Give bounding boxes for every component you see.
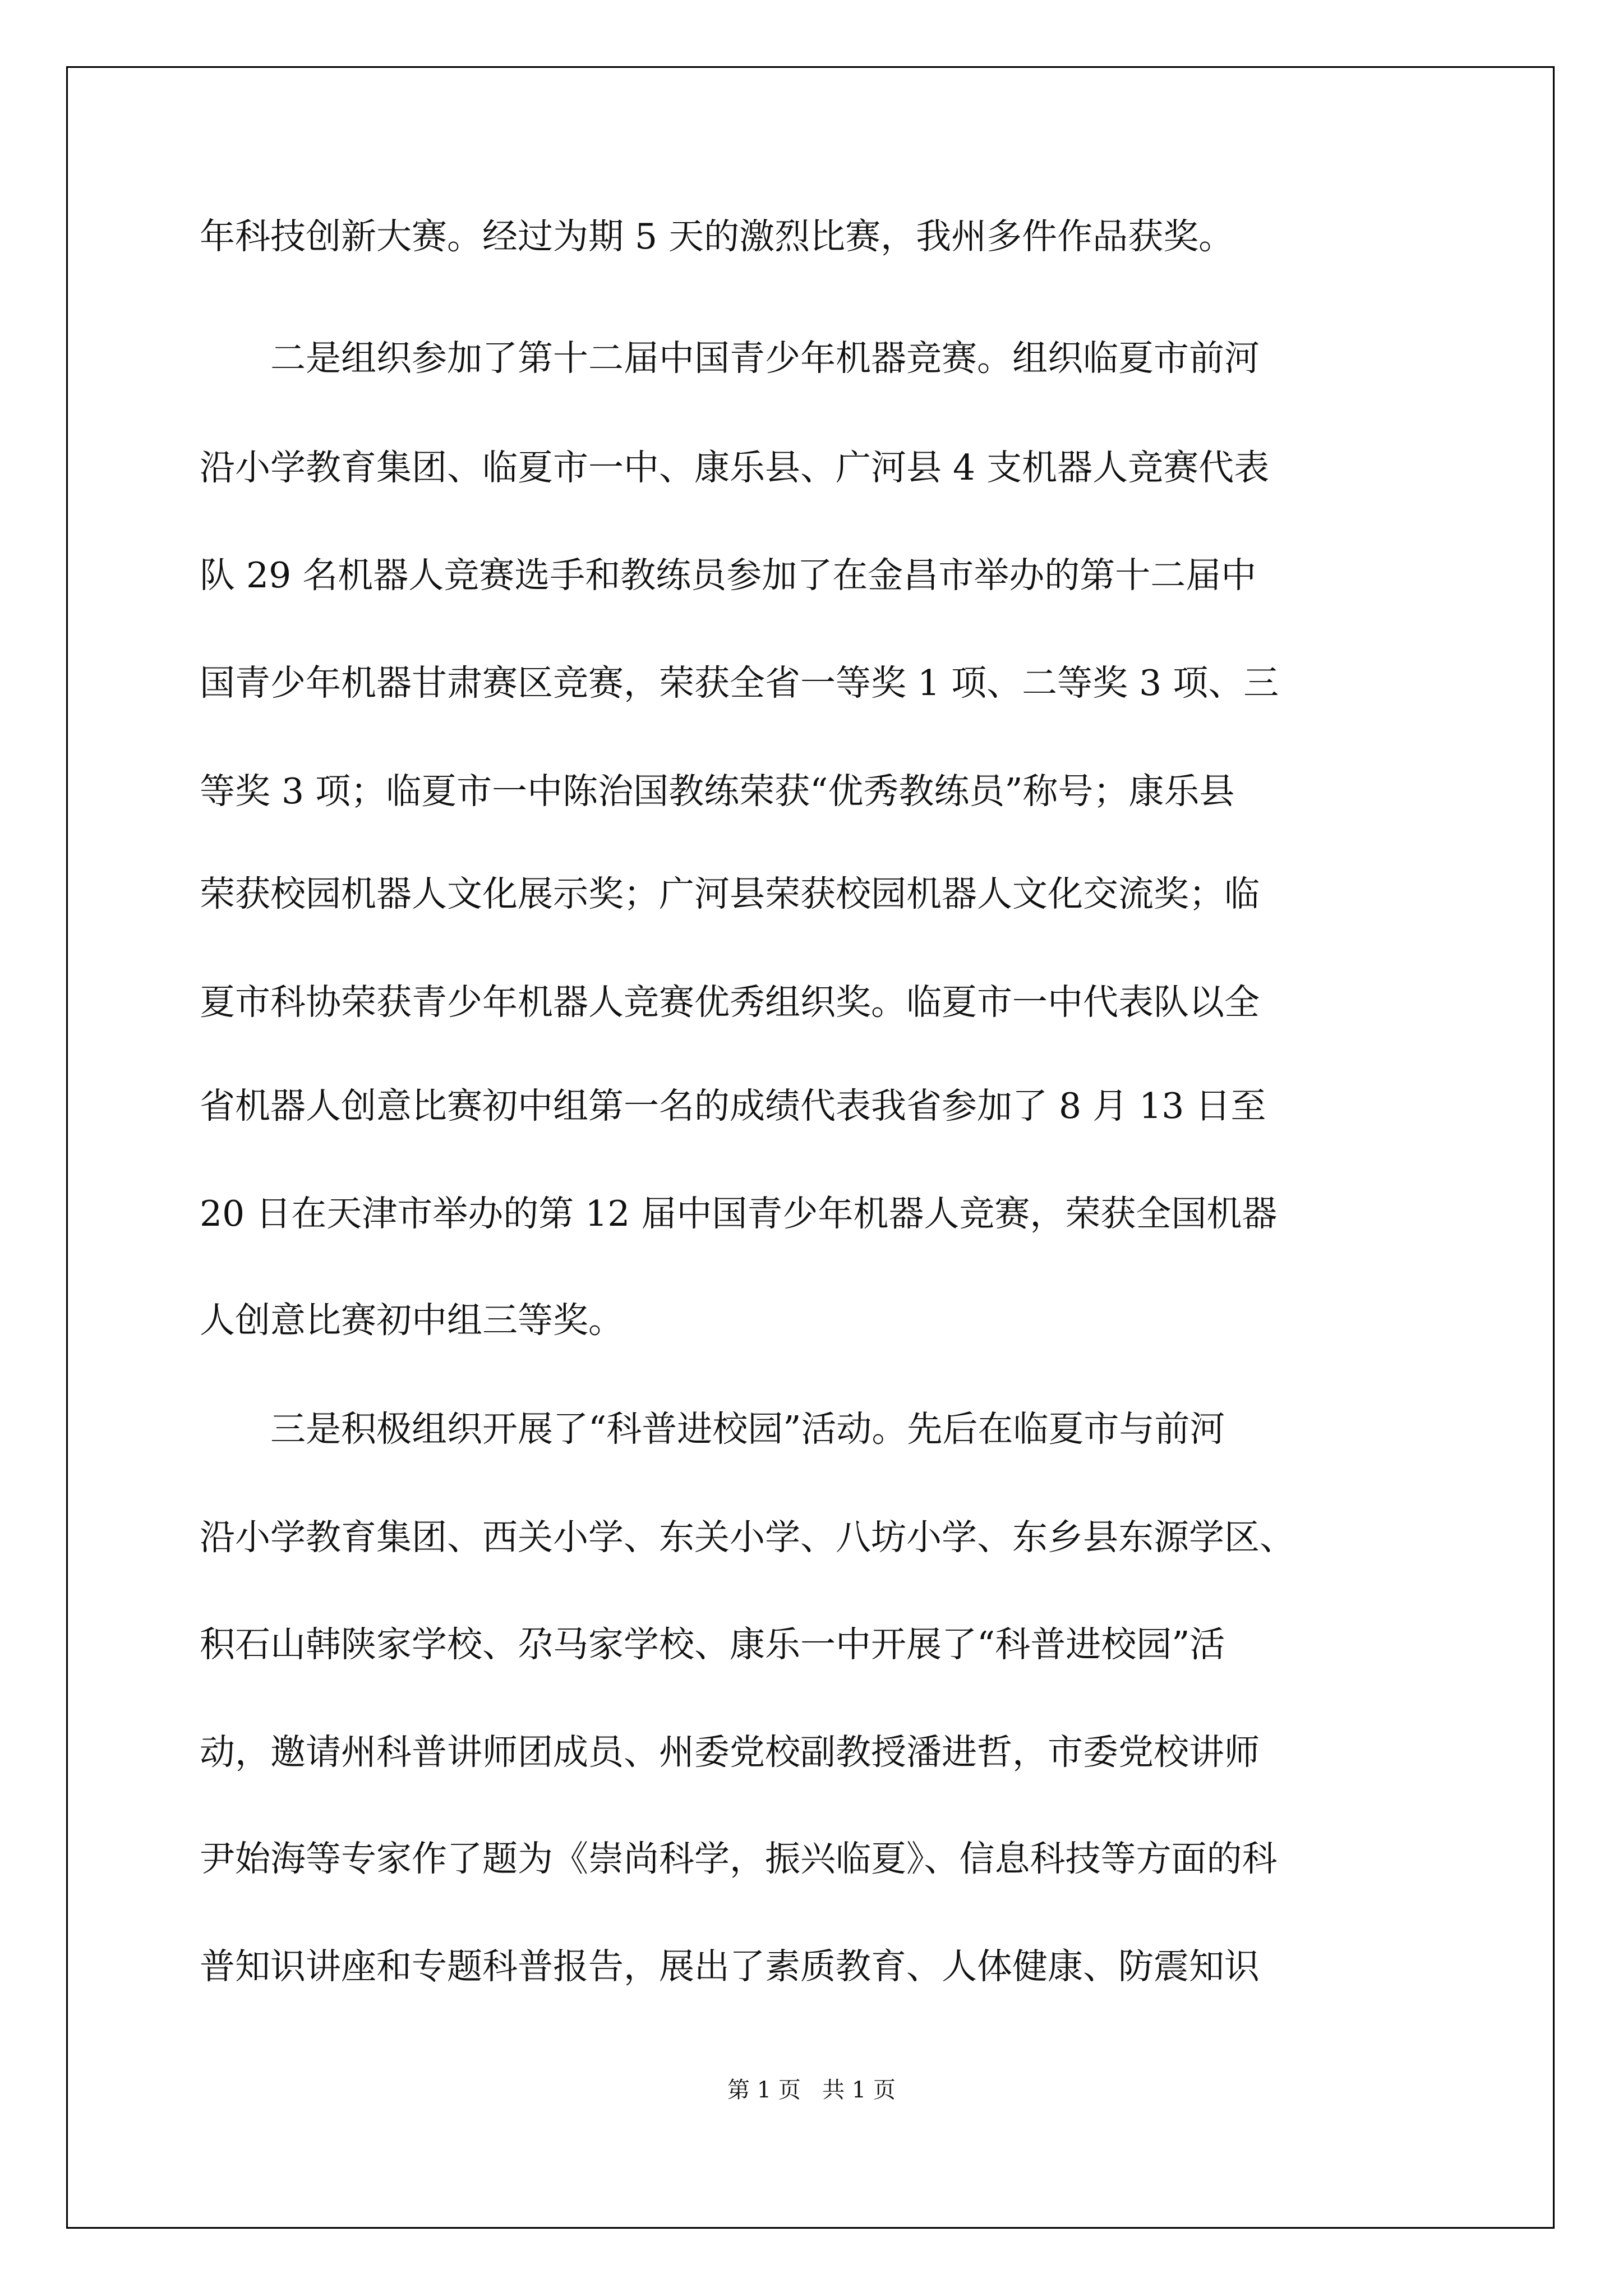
page-footer: 第 1 页 共 1 页 (727, 2077, 896, 2103)
body-text-line: 国青少年机器甘肃赛区竞赛，荣获全省一等奖 1 项、二等奖 3 项、三 (200, 662, 1279, 703)
body-text-line: 省机器人创意比赛初中组第一名的成绩代表我省参加了 8 月 13 日至 (200, 1085, 1266, 1126)
body-text-line: 尹始海等专家作了题为《崇尚科学，振兴临夏》、信息科技等方面的科 (200, 1838, 1278, 1879)
body-text-line: 20 日在天津市举办的第 12 届中国青少年机器人竞赛，荣获全国机器 (200, 1193, 1278, 1234)
body-text-line: 沿小学教育集团、西关小学、东关小学、八坊小学、东乡县东源学区、 (200, 1517, 1295, 1558)
paragraph-start-line: 三是积极组织开展了“科普进校园”活动。先后在临夏市与前河 (270, 1409, 1225, 1450)
body-text-line: 沿小学教育集团、临夏市一中、康乐县、广河县 4 支机器人竞赛代表 (200, 447, 1270, 488)
body-text-line: 夏市科协荣获青少年机器人竞赛优秀组织奖。临夏市一中代表队以全 (200, 982, 1260, 1023)
body-text-line: 等奖 3 项；临夏市一中陈治国教练荣获“优秀教练员”称号；康乐县 (200, 771, 1235, 812)
body-text-line: 动，邀请州科普讲师团成员、州委党校副教授潘进哲，市委党校讲师 (200, 1732, 1260, 1773)
body-text-line: 普知识讲座和专题科普报告，展出了素质教育、人体健康、防震知识 (200, 1946, 1260, 1987)
body-text-line: 荣获校园机器人文化展示奖；广河县荣获校园机器人文化交流奖；临 (200, 873, 1260, 914)
body-text-line: 人创意比赛初中组三等奖。 (200, 1300, 624, 1341)
body-text-line: 年科技创新大赛。经过为期 5 天的激烈比赛，我州多件作品获奖。 (200, 216, 1234, 257)
paragraph-start-line: 二是组织参加了第十二届中国青少年机器竞赛。组织临夏市前河 (270, 338, 1260, 379)
page-border (66, 66, 1555, 2229)
body-text-line: 队 29 名机器人竞赛选手和教练员参加了在金昌市举办的第十二届中 (200, 555, 1257, 596)
body-text-line: 积石山韩陕家学校、尕马家学校、康乐一中开展了“科普进校园”活 (200, 1624, 1225, 1665)
